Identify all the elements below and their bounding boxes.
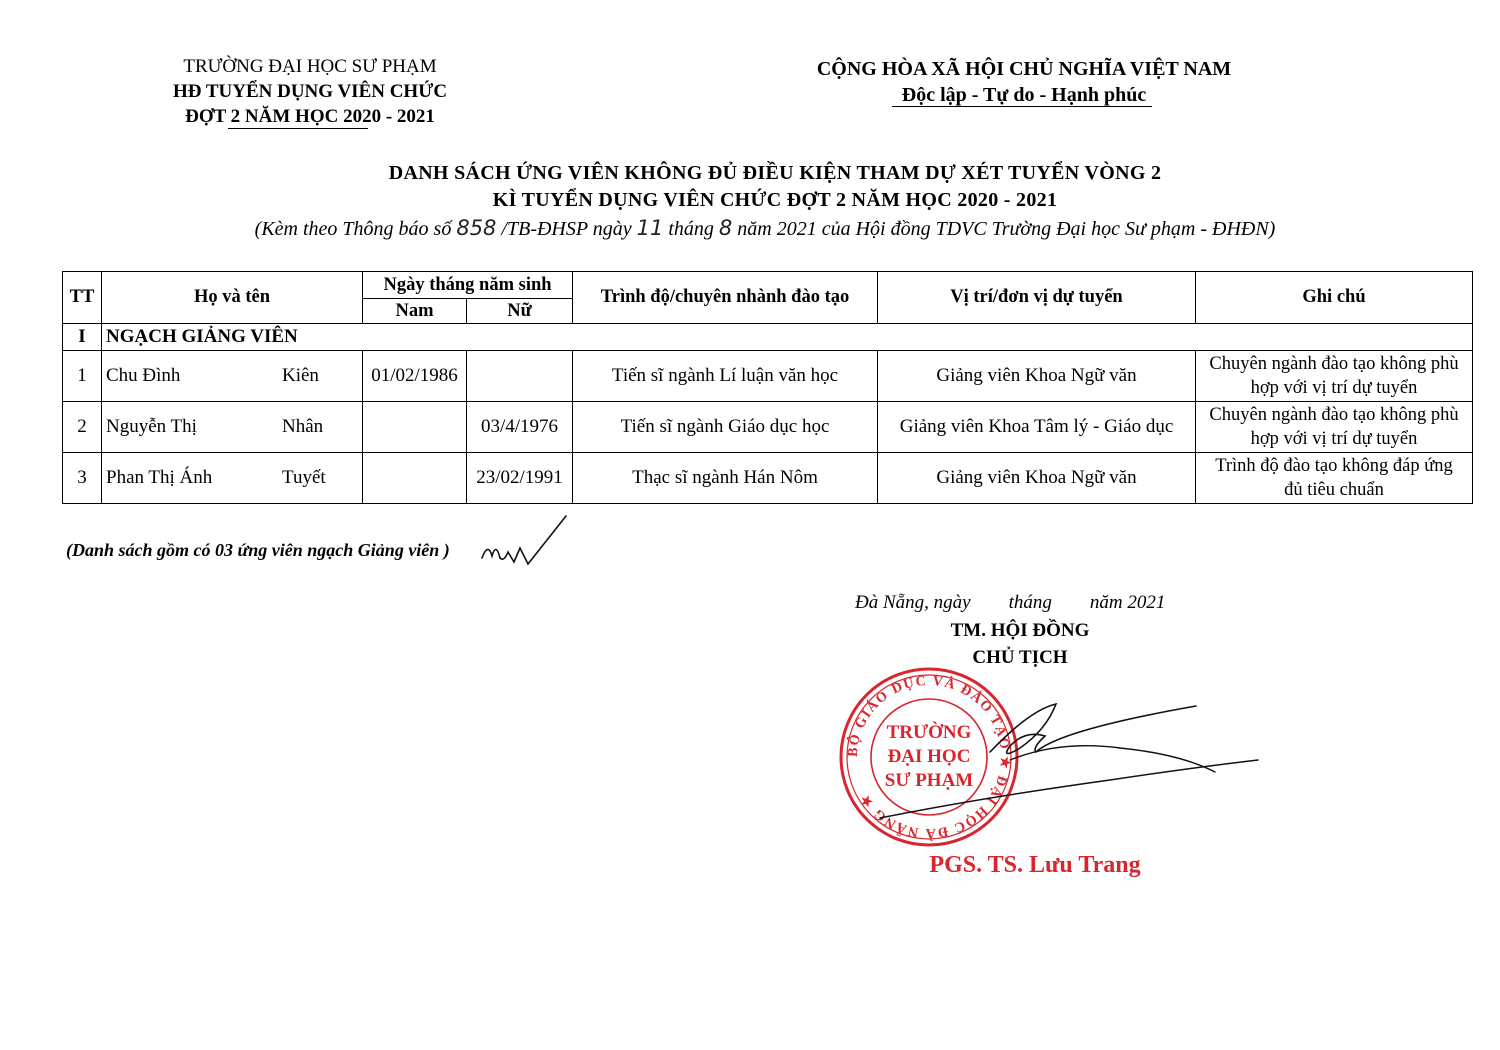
header-dob: Ngày tháng năm sinh: [363, 272, 573, 299]
reference-mid1: /TB-ĐHSP ngày: [496, 218, 637, 240]
reference-number: 858: [456, 216, 497, 240]
place-date: Đà Nẵng, ngày tháng năm 2021: [855, 592, 1166, 613]
header-female: Nữ: [467, 299, 573, 324]
national-motto-block: [800, 56, 1248, 108]
row-note-line1: Chuyên ngành đào tạo không phù: [1209, 354, 1459, 374]
signatory-title: CHỦ TỊCH: [972, 647, 1068, 668]
issuer-council: HĐ TUYỂN DỤNG VIÊN CHỨC: [172, 81, 448, 102]
row-note-line2: hợp với vị trí dự tuyển: [1250, 429, 1418, 449]
issuer-underline: [228, 128, 368, 129]
row-tt: 2: [63, 402, 102, 453]
section-row: [63, 324, 1473, 351]
row-position: Giảng viên Khoa Tâm lý - Giáo dục: [878, 402, 1196, 453]
row-tt: 1: [63, 351, 102, 402]
reference-prefix: (Kèm theo Thông báo số: [254, 218, 457, 240]
seal-line3: SƯ PHẠM: [884, 770, 974, 791]
initials-mark: [478, 512, 578, 574]
row-name-first: Nguyễn Thị: [106, 416, 197, 437]
row-degree: Tiến sĩ ngành Lí luận văn học: [573, 351, 878, 402]
header-male: Nam: [363, 299, 467, 324]
row-dob-male: [363, 453, 467, 504]
row-note: [1196, 453, 1473, 504]
row-name-first: Chu Đình: [106, 365, 181, 386]
motto-underline: [892, 106, 1152, 107]
row-name: [102, 402, 363, 453]
row-name-first: Phan Thị Ánh: [106, 467, 213, 488]
table-row: [63, 402, 1473, 453]
row-name: [102, 351, 363, 402]
table-row: [63, 351, 1473, 402]
row-note-line2: hợp với vị trí dự tuyển: [1250, 378, 1418, 398]
row-note-line1: Chuyên ngành đào tạo không phù: [1209, 405, 1459, 425]
country-name: CỘNG HÒA XÃ HỘI CHỦ NGHĨA VIỆT NAM: [816, 58, 1232, 80]
motto: Độc lập - Tự do - Hạnh phúc: [901, 84, 1147, 106]
row-position: Giảng viên Khoa Ngữ văn: [878, 351, 1196, 402]
issuer-school: TRƯỜNG ĐẠI HỌC SƯ PHẠM: [183, 56, 437, 77]
seal-ring-text: BỘ GIÁO DỤC VÀ ĐÀO TẠO ★ ĐẠI HỌC ĐÀ NẴNG ★: [845, 673, 1013, 841]
section-label: NGẠCH GIẢNG VIÊN: [102, 324, 1473, 351]
row-position: Giảng viên Khoa Ngữ văn: [878, 453, 1196, 504]
row-name-last: Kiên: [282, 365, 319, 386]
row-degree: Tiến sĩ ngành Giáo dục học: [573, 402, 878, 453]
document-subtitle: KÌ TUYỂN DỤNG VIÊN CHỨC ĐỢT 2 NĂM HỌC 2020 - 2021: [492, 189, 1058, 211]
reference-suffix: năm 2021 của Hội đồng TDVC Trường Đại học Sư phạm - ĐHĐN): [732, 218, 1276, 240]
footnote: (Danh sách gồm có 03 ứng viên ngạch Giảng viên ): [66, 540, 450, 560]
table-row: [63, 453, 1473, 504]
row-note-line1: Trình độ đào tạo không đáp ứng: [1215, 456, 1453, 476]
handwritten-signature: [860, 690, 1270, 840]
row-note: [1196, 351, 1473, 402]
issuer-block: [150, 54, 470, 129]
signer-name: PGS. TS. Lưu Trang: [929, 852, 1141, 878]
candidate-table: [62, 271, 1473, 504]
reference-month: 8: [718, 216, 733, 240]
seal-line1: TRƯỜNG: [886, 722, 972, 743]
signatory-org: TM. HỘI ĐỒNG: [950, 620, 1090, 641]
section-number: I: [63, 324, 102, 351]
issuer-round: ĐỢT 2 NĂM HỌC 2020 - 2021: [185, 106, 435, 127]
header-name: Họ và tên: [102, 272, 363, 324]
row-dob-female: 23/02/1991: [467, 453, 573, 504]
document-reference: [100, 216, 1430, 241]
header-position: Vị trí/đơn vị dự tuyển: [878, 272, 1196, 324]
row-name-last: Tuyết: [282, 467, 326, 488]
row-dob-female: [467, 351, 573, 402]
row-dob-female: 03/4/1976: [467, 402, 573, 453]
row-dob-male: [363, 402, 467, 453]
header-tt: TT: [63, 272, 102, 324]
row-degree: Thạc sĩ ngành Hán Nôm: [573, 453, 878, 504]
row-note: [1196, 402, 1473, 453]
row-name: [102, 453, 363, 504]
seal-line2: ĐẠI HỌC: [887, 746, 971, 767]
header-degree: Trình độ/chuyên nhành đào tạo: [573, 272, 878, 324]
header-note: Ghi chú: [1196, 272, 1473, 324]
reference-mid2: tháng: [663, 218, 719, 240]
row-name-last: Nhân: [282, 416, 324, 437]
row-note-line2: đủ tiêu chuẩn: [1284, 480, 1384, 500]
reference-day: 11: [636, 216, 664, 240]
row-tt: 3: [63, 453, 102, 504]
document-title: DANH SÁCH ỨNG VIÊN KHÔNG ĐỦ ĐIỀU KIỆN THAM DỰ XÉT TUYỂN VÒNG 2: [388, 162, 1162, 184]
row-dob-male: 01/02/1986: [363, 351, 467, 402]
